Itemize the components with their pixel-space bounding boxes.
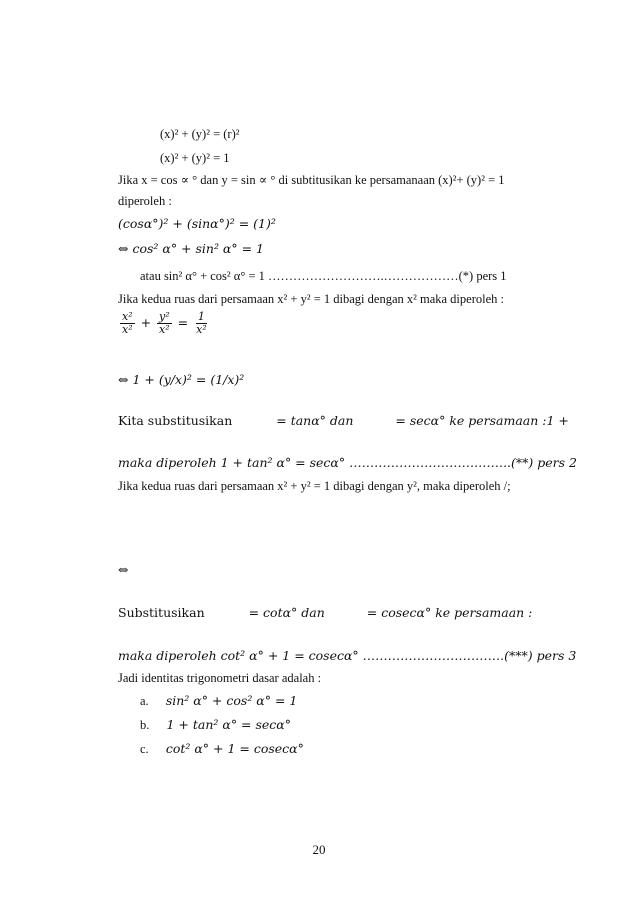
list-label: b.	[140, 718, 150, 732]
fraction-equation-x: $\frac{\text{x²}}{\text{x²}}$ + $\frac{\text{y²}}{\text{x²}}$ = $\frac{1}{\text{x²}}$	[122, 310, 207, 336]
equation-pers-1: atau sin² α° + cos² α° = 1 ……………………….………………(*) pers 1	[140, 269, 507, 283]
list-item-c	[140, 741, 304, 757]
list-label: a.	[140, 694, 149, 708]
equation-pers-3: maka diperoleh cot² α° + 1 = cosecα° …………………………….(***) pers 3	[118, 648, 577, 663]
substitution-label: Substitusikan	[118, 605, 205, 620]
denominator: x²	[196, 323, 207, 336]
text-line-divide-y: Jika kedua ruas dari persamaan x² + y² = 1 dibagi dengan y², maka diperoleh /;	[118, 479, 511, 493]
equation-line-1: (x)² + (y)² = (r)²	[160, 127, 240, 141]
substitution-line-2	[118, 605, 532, 621]
text-line-conclusion: Jadi identitas trigonometri dasar adalah :	[118, 671, 322, 685]
substitution-sec: = secα° ke persamaan :1 +	[395, 413, 569, 428]
denominator: x²	[122, 323, 133, 336]
identity-b: 1 + tan² α° = secα°	[166, 717, 291, 732]
text-line-diperoleh: diperoleh :	[118, 194, 172, 208]
equation-cos-sin: (cosα°)² + (sinα°)² = (1)²	[118, 216, 276, 231]
substitution-cot: = cotα° dan	[248, 605, 325, 620]
list-item-b	[140, 717, 291, 733]
identity-c: cot² α° + 1 = cosecα°	[165, 741, 304, 756]
list-item-a	[140, 693, 297, 709]
substitution-cosec: = cosecα° ke persamaan :	[366, 605, 533, 620]
equation-iff-3: ⇔	[118, 562, 129, 577]
denominator: x²	[159, 323, 170, 336]
numerator: y²	[159, 310, 170, 323]
substitution-label: Kita substitusikan	[118, 413, 233, 428]
identity-a: sin² α° + cos² α° = 1	[165, 693, 298, 708]
equation-line-2: (x)² + (y)² = 1	[160, 151, 230, 165]
numerator: x²	[122, 310, 133, 323]
numerator: 1	[197, 310, 205, 323]
list-label: c.	[140, 742, 149, 756]
substitution-line-1	[118, 413, 569, 429]
substitution-tan: = tanα° dan	[276, 413, 354, 428]
text-line-jika: Jika x = cos ∝ ° dan y = sin ∝ ° di subtitusikan ke persamanaan (x)²+ (y)² = 1	[118, 173, 505, 187]
equation-pers-2: maka diperoleh 1 + tan² α° = secα° ………………………….……..(**) pers 2	[118, 455, 577, 470]
page-number: 20	[312, 842, 326, 857]
equation-iff-1: ⇔ cos² α° + sin² α° = 1	[118, 241, 264, 256]
text-line-divide-x: Jika kedua ruas dari persamaan x² + y² = 1 dibagi dengan x² maka diperoleh :	[118, 292, 504, 306]
equation-iff-2: ⇔ 1 + (y/x)² = (1/x)²	[118, 372, 245, 387]
